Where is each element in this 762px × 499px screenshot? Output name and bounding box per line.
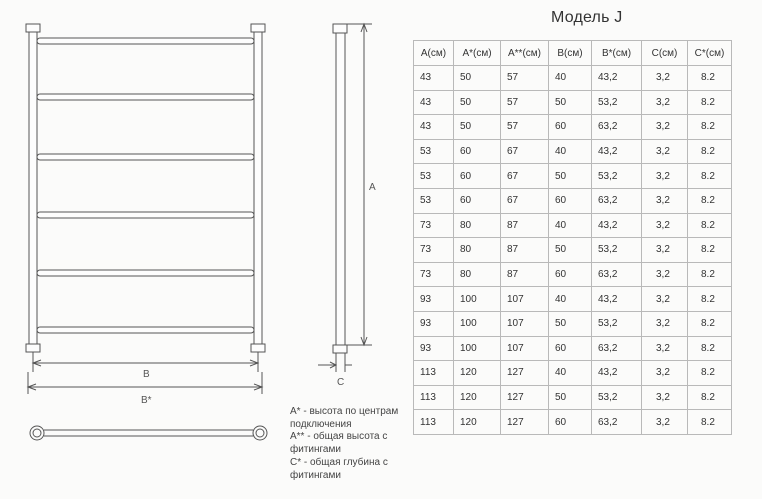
table-cell: 3,2: [642, 262, 688, 287]
table-row: [414, 90, 732, 115]
table-cell: 113: [414, 410, 454, 435]
table-cell: 43,2: [592, 287, 642, 312]
table-row: [414, 115, 732, 140]
table-cell: 40: [549, 287, 592, 312]
table-cell: 50: [549, 238, 592, 263]
table-cell: 57: [501, 66, 549, 91]
table-cell: 107: [501, 287, 549, 312]
table-cell: 50: [549, 90, 592, 115]
model-title: Модель J: [551, 9, 623, 26]
table-cell: 8.2: [688, 385, 732, 410]
table-cell: 3,2: [642, 311, 688, 336]
table-cell: 87: [501, 262, 549, 287]
table-cell: 43: [414, 115, 454, 140]
table-cell: 8.2: [688, 311, 732, 336]
table-cell: 87: [501, 238, 549, 263]
dimension-b-star-label: B*: [141, 395, 152, 406]
table-cell: 3,2: [642, 90, 688, 115]
table-cell: 127: [501, 410, 549, 435]
table-cell: 53: [414, 188, 454, 213]
left-riser: [26, 24, 40, 352]
table-cell: 60: [549, 410, 592, 435]
table-cell: 8.2: [688, 287, 732, 312]
table-cell: 50: [549, 164, 592, 189]
table-cell: 3,2: [642, 287, 688, 312]
table-cell: 80: [454, 213, 501, 238]
table-cell: 73: [414, 262, 454, 287]
table-cell: 107: [501, 311, 549, 336]
table-cell: 3,2: [642, 410, 688, 435]
table-cell: 100: [454, 287, 501, 312]
dimension-c-label: C: [337, 377, 345, 388]
table-cell: 63,2: [592, 115, 642, 140]
table-cell: 50: [454, 66, 501, 91]
table-cell: 40: [549, 361, 592, 386]
table-cell: 40: [549, 213, 592, 238]
table-cell: 53,2: [592, 385, 642, 410]
table-cell: 50: [549, 385, 592, 410]
table-cell: 3,2: [642, 336, 688, 361]
note-a-star: A* - высота по центрам подключения: [290, 406, 399, 430]
table-cell: 87: [501, 213, 549, 238]
table-cell: 43,2: [592, 213, 642, 238]
table-cell: 63,2: [592, 336, 642, 361]
table-row: [414, 287, 732, 312]
dimension-b-label: B: [143, 369, 150, 380]
table-cell: 3,2: [642, 385, 688, 410]
table-cell: 60: [549, 262, 592, 287]
table-header-row: [414, 41, 732, 66]
table-cell: 60: [454, 188, 501, 213]
column-header-b-star: B*(см): [592, 41, 642, 66]
table-cell: 113: [414, 361, 454, 386]
table-cell: 120: [454, 410, 501, 435]
dimensions-table: [413, 40, 732, 435]
crossbar: [37, 38, 254, 44]
table-cell: 8.2: [688, 262, 732, 287]
table-cell: 120: [454, 361, 501, 386]
table-cell: 3,2: [642, 213, 688, 238]
table-cell: 113: [414, 385, 454, 410]
table-row: [414, 262, 732, 287]
note-c-star: C* - общая глубина с фитингами: [290, 456, 388, 481]
table-cell: 63,2: [592, 188, 642, 213]
table-row: [414, 385, 732, 410]
table-cell: 80: [454, 238, 501, 263]
table-cell: 60: [549, 336, 592, 361]
table-cell: 67: [501, 164, 549, 189]
table-cell: 100: [454, 311, 501, 336]
table-cell: 8.2: [688, 213, 732, 238]
table-cell: 120: [454, 385, 501, 410]
table-cell: 8.2: [688, 90, 732, 115]
table-cell: 53: [414, 139, 454, 164]
table-cell: 3,2: [642, 238, 688, 263]
table-row: [414, 213, 732, 238]
table-cell: 8.2: [688, 361, 732, 386]
table-row: [414, 164, 732, 189]
table-cell: 40: [549, 66, 592, 91]
table-cell: 60: [549, 115, 592, 140]
table-cell: 57: [501, 115, 549, 140]
table-cell: 93: [414, 336, 454, 361]
table-row: [414, 410, 732, 435]
column-header-a-star: A*(см): [454, 41, 501, 66]
column-header-c-star: C*(см): [688, 41, 732, 66]
table-cell: 127: [501, 361, 549, 386]
table-cell: 53,2: [592, 90, 642, 115]
table-cell: 3,2: [642, 188, 688, 213]
table-row: [414, 188, 732, 213]
table-cell: 60: [454, 139, 501, 164]
table-cell: 63,2: [592, 262, 642, 287]
table-cell: 3,2: [642, 139, 688, 164]
table-cell: 43,2: [592, 361, 642, 386]
table-cell: 43,2: [592, 139, 642, 164]
table-row: [414, 139, 732, 164]
table-cell: 73: [414, 238, 454, 263]
dimension-a-label: A: [369, 182, 376, 193]
table-cell: 8.2: [688, 139, 732, 164]
table-cell: 127: [501, 385, 549, 410]
crossbar: [37, 327, 254, 333]
table-cell: 107: [501, 336, 549, 361]
column-header-a-double-star: A**(см): [501, 41, 549, 66]
table-row: [414, 238, 732, 263]
table-cell: 60: [549, 188, 592, 213]
table-cell: 8.2: [688, 115, 732, 140]
top-view: [30, 426, 267, 440]
table-cell: 63,2: [592, 410, 642, 435]
note-a-double-star: A** - общая высота с фитингами: [290, 431, 388, 456]
crossbar: [37, 154, 254, 160]
table-cell: 60: [454, 164, 501, 189]
table-cell: 8.2: [688, 164, 732, 189]
table-cell: 3,2: [642, 115, 688, 140]
table-cell: 50: [454, 90, 501, 115]
table-cell: 50: [549, 311, 592, 336]
table-cell: 53,2: [592, 164, 642, 189]
table-row: [414, 66, 732, 91]
table-cell: 53: [414, 164, 454, 189]
table-cell: 53,2: [592, 311, 642, 336]
column-header-c: C(см): [642, 41, 688, 66]
table-cell: 8.2: [688, 66, 732, 91]
table-row: [414, 361, 732, 386]
notes: [290, 406, 410, 482]
table-cell: 8.2: [688, 336, 732, 361]
table-cell: 100: [454, 336, 501, 361]
table-cell: 67: [501, 139, 549, 164]
table-row: [414, 311, 732, 336]
table-cell: 43,2: [592, 66, 642, 91]
table-cell: 67: [501, 188, 549, 213]
crossbar: [37, 270, 254, 276]
table-cell: 43: [414, 66, 454, 91]
table-cell: 53,2: [592, 238, 642, 263]
table-row: [414, 336, 732, 361]
table-cell: 93: [414, 311, 454, 336]
table-cell: 8.2: [688, 188, 732, 213]
table-cell: 50: [454, 115, 501, 140]
crossbar: [37, 94, 254, 100]
table-cell: 3,2: [642, 66, 688, 91]
table-cell: 93: [414, 287, 454, 312]
table-cell: 8.2: [688, 238, 732, 263]
table-cell: 80: [454, 262, 501, 287]
side-view: [318, 24, 372, 372]
right-riser: [251, 24, 265, 352]
table-cell: 43: [414, 90, 454, 115]
table-cell: 3,2: [642, 164, 688, 189]
table-cell: 57: [501, 90, 549, 115]
column-header-b: B(см): [549, 41, 592, 66]
column-header-a: A(см): [414, 41, 454, 66]
table-cell: 40: [549, 139, 592, 164]
table-cell: 8.2: [688, 410, 732, 435]
table-cell: 3,2: [642, 361, 688, 386]
crossbar: [37, 212, 254, 218]
table-cell: 73: [414, 213, 454, 238]
